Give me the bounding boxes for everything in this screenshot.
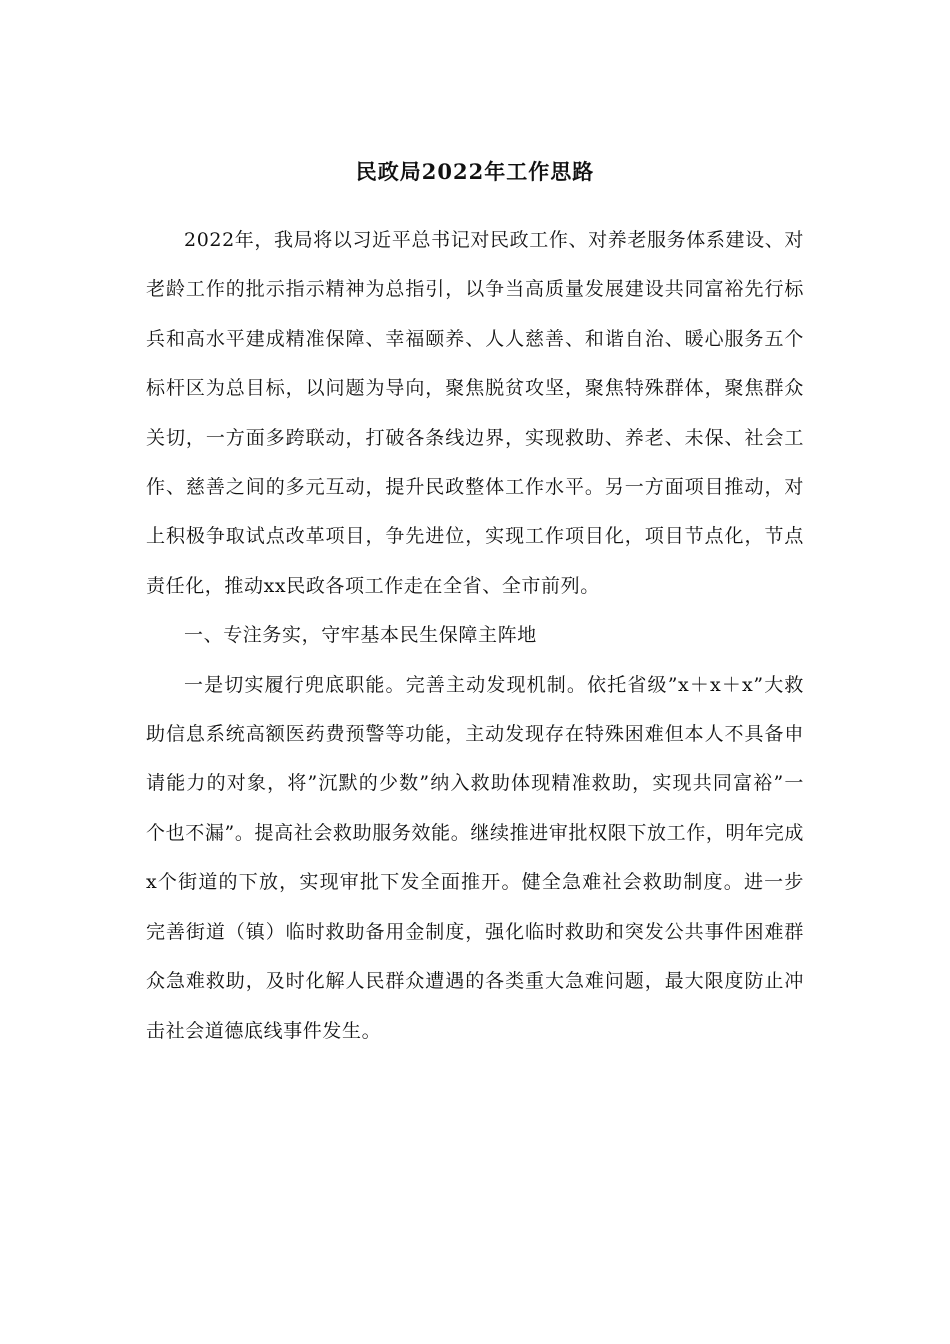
- document-body: [146, 150, 804, 1056]
- section-paragraph: 一是切实履行兜底职能。完善主动发现机制。依托省级”x＋x＋x”大救助信息系统高额医药费预警等功能，主动发现存在特殊困难但本人不具备申请能力的对象，将”沉默的少数”纳入救助体现精准救助，实现共同富裕”一个也不漏”。提高社会救助服务效能。继续推进审批权限下放工作，明年完成x个街道的下放，实现审批下发全面推开。健全急难社会救助制度。进一步完善街道（镇）临时救助备用金制度，强化临时救助和突发公共事件困难群众急难救助，及时化解人民群众遭遇的各类重大急难问题，最大限度防止冲击社会道德底线事件发生。: [146, 673, 804, 1042]
- intro-paragraph: 2022年，我局将以习近平总书记对民政工作、对养老服务体系建设、对老龄工作的批示指示精神为总指引，以争当高质量发展建设共同富裕先行标兵和高水平建成精准保障、幸福颐养、人人慈善、和谐自治、暖心服务五个标杆区为总目标，以问题为导向，聚焦脱贫攻坚，聚焦特殊群体，聚焦群众关切，一方面多跨联动，打破各条线边界，实现救助、养老、未保、社会工作、慈善之间的多元互动，提升民政整体工作水平。另一方面项目推动，对上积极争取试点改革项目，争先进位，实现工作项目化，项目节点化，节点责任化，推动xx民政各项工作走在全省、全市前列。: [146, 229, 804, 597]
- document-title: 民政局2022年工作思路: [355, 159, 595, 184]
- section-heading: 一、专注务实，守牢基本民生保障主阵地: [184, 624, 537, 647]
